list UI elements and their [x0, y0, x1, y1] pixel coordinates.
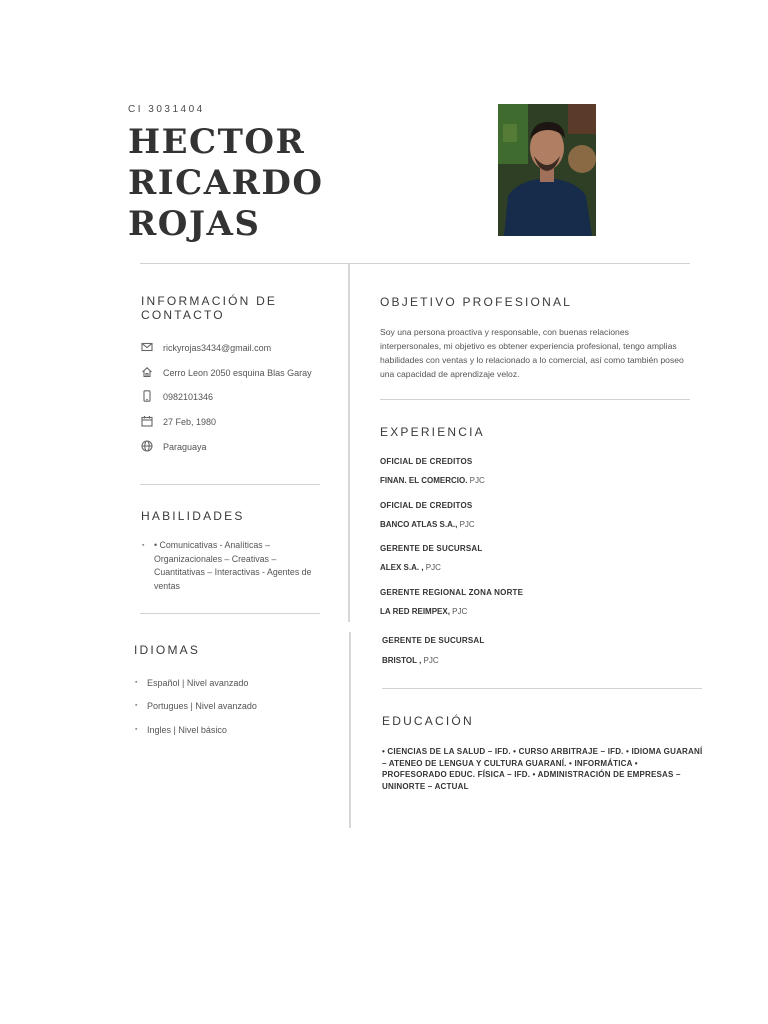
job-1-location: PJC [469, 476, 485, 485]
phone-text: 0982101346 [163, 392, 214, 402]
column-divider-lower [349, 632, 351, 828]
skills-item: ▪ • Comunicativas - Analíticas – Organizacionales – Creativas – Cuantitativas – Interactivas - Agentes de ventas [154, 539, 318, 593]
experience-title: EXPERIENCIA [380, 425, 485, 439]
education-text: • CIENCIAS DE LA SALUD – IFD. • CURSO ARBITRAJE – IFD. • IDIOMA GUARANÍ – ATENEO DE LENGUA Y CULTURA GUARANÍ. • INFORMÁTICA • PROFESORADO EDUC. FÍSICA – IFD. • ADMINISTRACIÓN DE EMPRESAS – UNINORTE – ACTUAL [382, 747, 703, 791]
job-1-role: OFICIAL DE CREDITOS [380, 457, 473, 466]
job-3-company [380, 563, 441, 572]
contact-birthdate [141, 415, 216, 429]
job-4-role: GERENTE REGIONAL ZONA NORTE [380, 588, 524, 597]
ci-number: CI 3031404 [128, 104, 205, 115]
language-item-2: ▪ Portugues | Nivel avanzado [147, 699, 257, 713]
job-2-company [380, 520, 475, 529]
name-line-1: HECTOR [128, 122, 306, 162]
job-4-company-name: LA RED REIMPEX, [380, 607, 450, 616]
home-icon [141, 366, 155, 380]
contact-email [141, 341, 271, 355]
job-2-role: OFICIAL DE CREDITOS [380, 501, 473, 510]
job-5-company [382, 656, 439, 665]
globe-icon [141, 440, 155, 454]
objective-text: Soy una persona proactiva y responsable, con buenas relaciones interpersonales, mi objetivo es obtener experiencia profesional, tengo amplias habilidades con ventas y lo relacionado a lo comercial, así como también poseo una capacidad de aprendizaje veloz. [380, 327, 684, 379]
job-4-company [380, 607, 467, 616]
calendar-icon [141, 415, 155, 429]
column-divider-upper [348, 264, 350, 622]
contact-phone [141, 390, 213, 404]
skills-title: HABILIDADES [141, 509, 245, 523]
job-5-company-name: BRISTOL , [382, 656, 422, 665]
mail-icon [141, 341, 155, 355]
name-line-2: RICARDO [128, 163, 324, 203]
birthdate-text: 27 Feb, 1980 [163, 417, 217, 427]
address-text: Cerro Leon 2050 esquina Blas Garay [163, 368, 312, 378]
language-item-3: ▪ Ingles | Nivel básico [147, 723, 227, 737]
language-item-1: ▪ Español | Nivel avanzado [147, 676, 248, 690]
name-line-3: ROJAS [128, 204, 261, 244]
experience-divider [382, 688, 702, 689]
country-text: Paraguaya [163, 442, 207, 452]
full-name [128, 122, 323, 245]
job-3-company-name: ALEX S.A. , [380, 563, 424, 572]
phone-icon [141, 390, 155, 404]
languages-title: IDIOMAS [134, 643, 201, 657]
job-1-company [380, 476, 485, 485]
skills-divider [140, 613, 320, 614]
job-1-company-name: FINAN. EL COMERCIO. [380, 476, 468, 485]
job-5-role: GERENTE DE SUCURSAL [382, 636, 485, 645]
email-text: rickyrojas3434@gmail.com [163, 343, 272, 353]
objective-title: OBJETIVO PROFESIONAL [380, 295, 573, 309]
job-3-role: GERENTE DE SUCURSAL [380, 544, 483, 553]
contact-address [141, 366, 312, 380]
objective-divider [380, 399, 690, 400]
header-divider [140, 263, 690, 264]
contact-divider [140, 484, 320, 485]
education-title: EDUCACIÓN [382, 714, 474, 728]
job-4-location: PJC [452, 607, 468, 616]
job-3-location: PJC [425, 563, 441, 572]
profile-photo [498, 104, 596, 236]
job-2-location: PJC [459, 520, 475, 529]
contact-country [141, 440, 207, 454]
job-2-company-name: BANCO ATLAS S.A., [380, 520, 458, 529]
job-5-location: PJC [423, 656, 439, 665]
contact-title: INFORMACIÓN DE CONTACTO [141, 294, 278, 322]
